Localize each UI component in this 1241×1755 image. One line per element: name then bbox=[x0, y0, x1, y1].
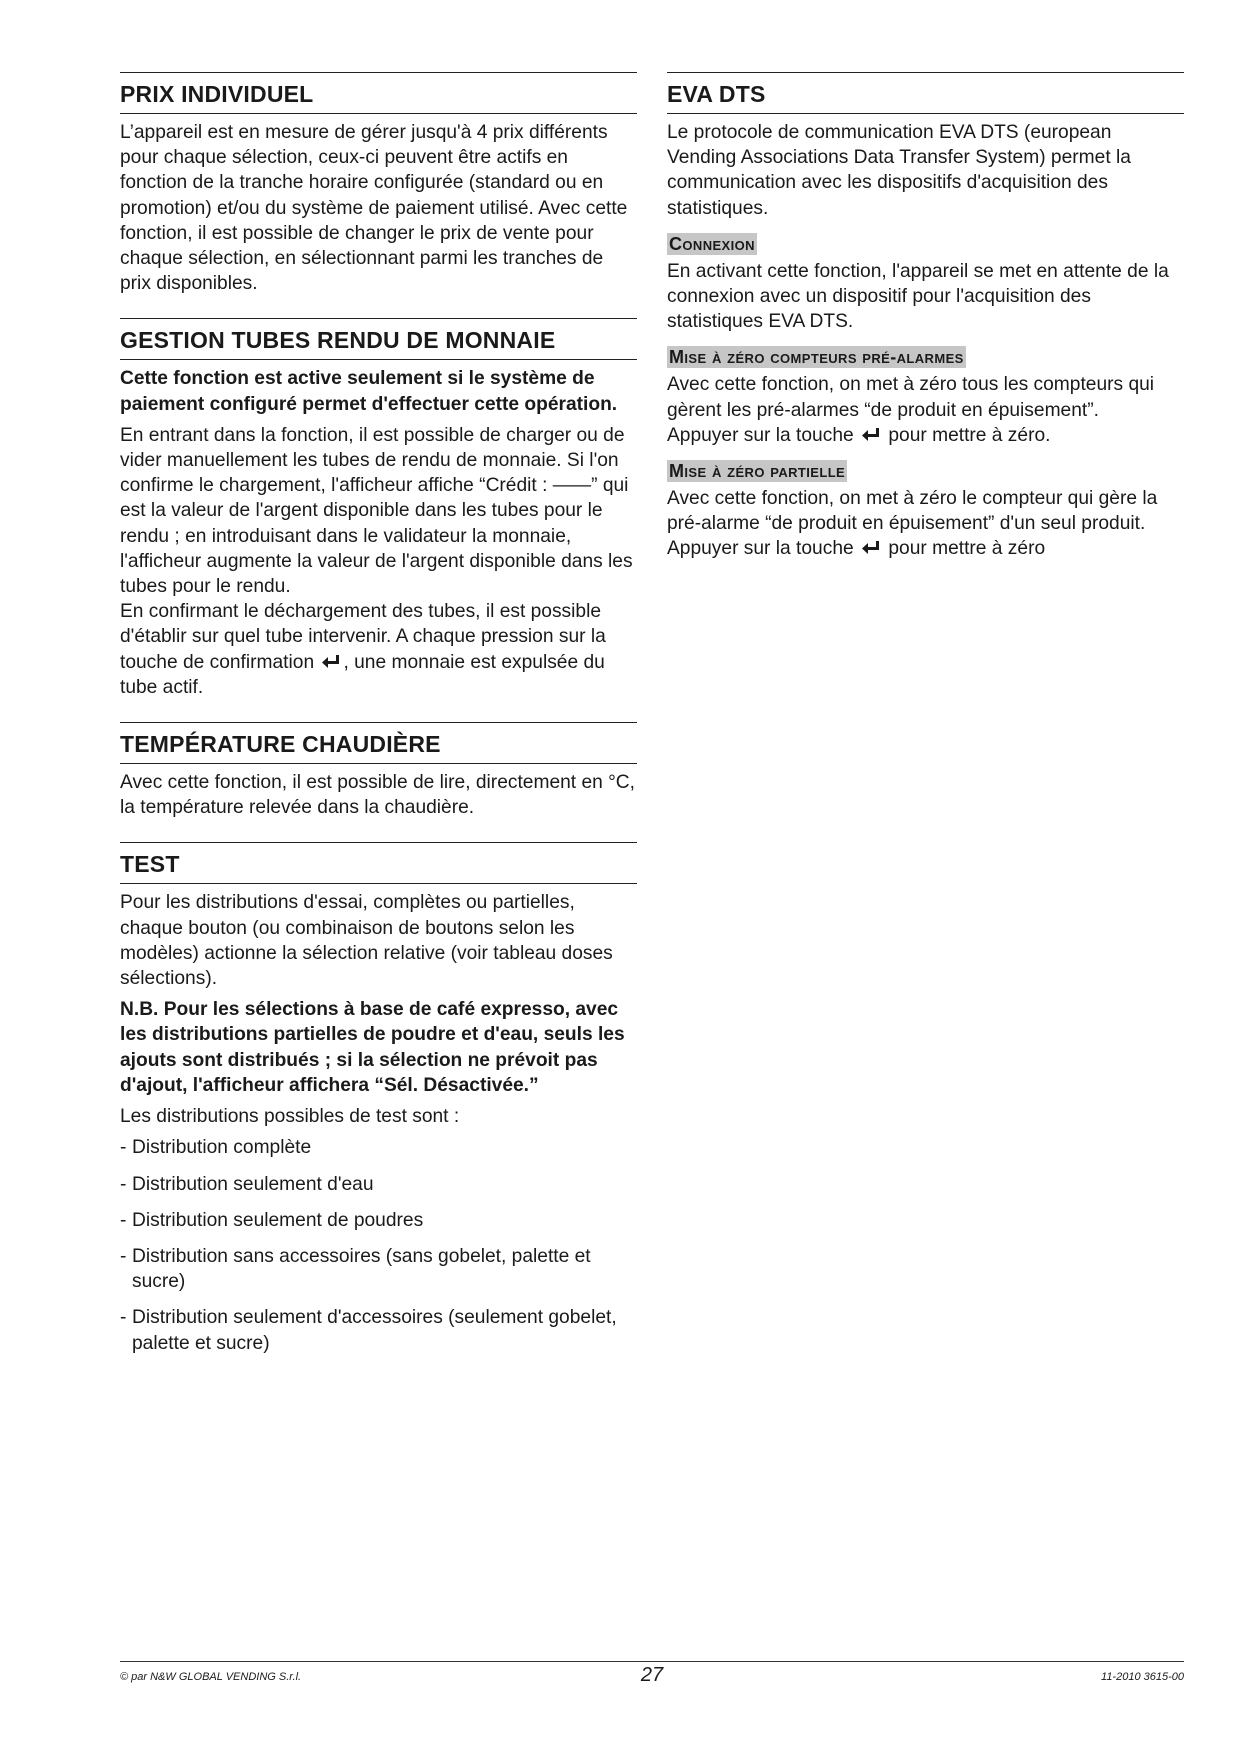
list-item: - Distribution seulement d'accessoires (seulement gobelet, palette et sucre) bbox=[120, 1307, 617, 1354]
paragraph bbox=[120, 599, 637, 700]
text-fragment: pour mettre à zéro bbox=[888, 538, 1046, 560]
bold-note: Cette fonction est active seulement si le système de paiement configuré permet d'effectuer cette opération. bbox=[120, 368, 618, 415]
section-title: TEMPÉRATURE CHAUDIÈRE bbox=[120, 722, 637, 764]
paragraph: Les distributions possibles de test sont : bbox=[120, 1106, 460, 1128]
enter-key-icon bbox=[861, 427, 881, 443]
bold-note: N.B. Pour les sélections à base de café expresso, avec les distributions partielles de poudre et d'eau, seuls les ajouts sont distribués ; si la sélection ne prévoit pas d'ajout, l'afficheur affichera “Sél. Désactivée.” bbox=[120, 999, 625, 1096]
text-fragment: En confirmant le déchargement des tubes, il est possible d'établir sur quel tube intervenir. A chaque pression sur la touche de confirmation bbox=[120, 601, 606, 673]
section-eva-dts bbox=[667, 72, 1184, 562]
left-column bbox=[120, 72, 637, 1378]
page-number: 27 bbox=[640, 1664, 664, 1686]
document-code: 11-2010 3615-00 bbox=[1101, 1671, 1184, 1683]
subsection-title-partielle: Mise à zéro partielle bbox=[669, 461, 846, 482]
subsection-title-connexion: Connexion bbox=[669, 233, 755, 254]
paragraph: L’appareil est en mesure de gérer jusqu'à 4 prix différents pour chaque sélection, ceux-ci peuvent être actifs en fonction de la tranche horaire configurée (standard ou en promotion) et/ou du système de paiement utilisé. Avec cette fonction, il est possible de changer le prix de vente pour chaque sélection, en sélectionnant parmi les tranches de prix disponibles. bbox=[120, 122, 628, 295]
footer-copyright: © par N&W GLOBAL VENDING S.r.l. bbox=[120, 1671, 302, 1683]
list-item: - Distribution sans accessoires (sans gobelet, palette et sucre) bbox=[120, 1245, 591, 1293]
section-title: TEST bbox=[120, 842, 637, 884]
text-fragment: pour mettre à zéro. bbox=[888, 424, 1051, 446]
list-item: - Distribution complète bbox=[120, 1137, 312, 1159]
paragraph bbox=[667, 536, 1184, 561]
subsection-title-prealarmes: Mise à zéro compteurs pré-alarmes bbox=[669, 347, 964, 368]
list-item: - Distribution seulement de poudres bbox=[120, 1209, 424, 1231]
section-prix-individuel bbox=[120, 72, 637, 296]
page-footer bbox=[120, 1664, 1184, 1688]
section-title: GESTION TUBES RENDU DE MONNAIE bbox=[120, 318, 637, 360]
paragraph: Avec cette fonction, il est possible de lire, directement en °C, la température relevée dans la chaudière. bbox=[120, 772, 635, 819]
paragraph: Pour les distributions d'essai, complètes ou partielles, chaque bouton (ou combinaison de boutons selon les modèles) actionne la sélection relative (voir tableau doses sélections). bbox=[120, 892, 613, 990]
section-gestion-tubes bbox=[120, 318, 637, 700]
list-item: - Distribution seulement d'eau bbox=[120, 1173, 374, 1195]
paragraph: Avec cette fonction, on met à zéro tous les compteurs qui gèrent les pré-alarmes “de produit en épuisement”. bbox=[667, 374, 1155, 421]
right-column bbox=[667, 72, 1184, 584]
paragraph bbox=[667, 423, 1184, 448]
enter-key-icon bbox=[321, 654, 341, 670]
text-fragment: Appuyer sur la touche bbox=[667, 424, 854, 446]
text-fragment: Appuyer sur la touche bbox=[667, 538, 854, 560]
section-temperature bbox=[120, 722, 637, 820]
paragraph: Le protocole de communication EVA DTS (european Vending Associations Data Transfer System) permet la communication avec les dispositifs d'acquisition des statistiques. bbox=[667, 122, 1131, 219]
section-title: PRIX INDIVIDUEL bbox=[120, 72, 637, 114]
section-test bbox=[120, 842, 637, 1355]
enter-key-icon bbox=[861, 540, 881, 556]
paragraph: En entrant dans la fonction, il est possible de charger ou de vider manuellement les tubes de rendu de monnaie. Si l'on confirme le chargement, l'afficheur affiche “Crédit : ——” qui est la valeur de l'argent disponible dans les tubes pour le rendu ; en introduisant dans le validateur la monnaie, l'afficheur augmente la valeur de l'argent disponible dans les tubes pour le rendu. bbox=[120, 424, 633, 598]
section-title: EVA DTS bbox=[667, 72, 1184, 114]
footer-divider bbox=[120, 1661, 1184, 1662]
test-list bbox=[120, 1135, 637, 1355]
text-fragment: , une monnaie est expulsée du tube actif. bbox=[120, 651, 605, 698]
paragraph: Avec cette fonction, on met à zéro le compteur qui gère la pré-alarme “de produit en épuisement” d'un seul produit. bbox=[667, 488, 1158, 535]
paragraph: En activant cette fonction, l'appareil se met en attente de la connexion avec un dispositif pour l'acquisition des statistiques EVA DTS. bbox=[667, 260, 1169, 333]
